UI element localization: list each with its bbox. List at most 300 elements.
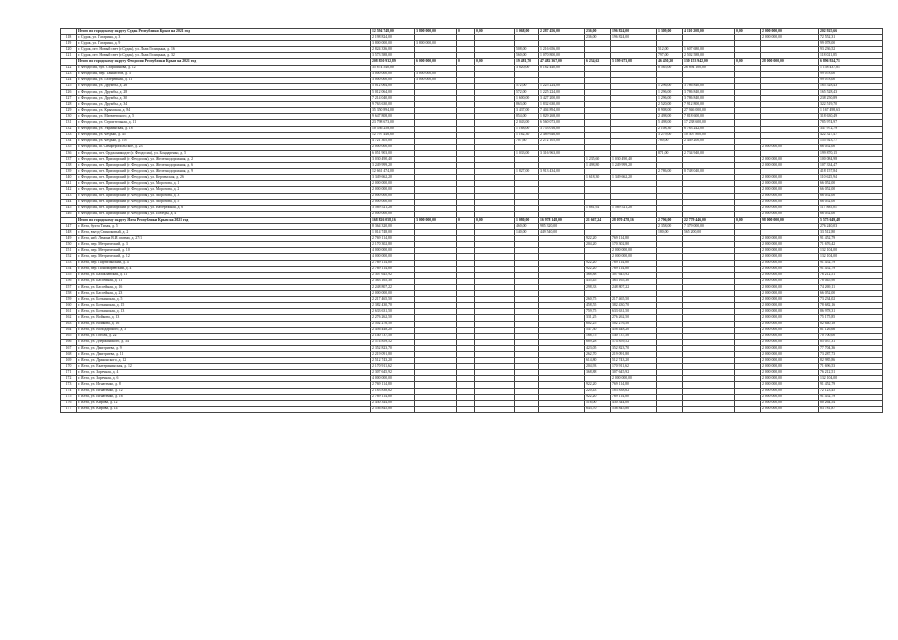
volume-2-cell: 560,00 bbox=[515, 53, 539, 59]
address-cell: г. Феодосия, пгт. Приморский (г. Феодосия), ул. Морозова, д. 1 bbox=[77, 181, 371, 187]
contribution-cell: 785 974,97 bbox=[819, 120, 883, 126]
cost-item-2-cell: 6 560 073,00 bbox=[539, 120, 585, 126]
volume-4-cell: 1 296,00 bbox=[657, 96, 683, 102]
volume-3-cell: 368,88 bbox=[585, 370, 611, 376]
volume-3-cell: 6 234,62 bbox=[585, 59, 611, 65]
volume-4-cell: 1 296,00 bbox=[657, 89, 683, 95]
total-cost-cell: 10 536 258,00 bbox=[371, 126, 415, 132]
cost-item-1-cell: 3 800 000,00 bbox=[415, 41, 457, 47]
cost-item-2-cell: 985 320,00 bbox=[539, 224, 585, 230]
address-cell: г. Феодосия, пгт. Приморский (г. Феодосия), ул. Набережная, д. 6 bbox=[77, 205, 371, 211]
cost-item-3-cell: 170 911,62 bbox=[611, 364, 657, 370]
cost-item-2-cell: 1 070 800,00 bbox=[539, 53, 585, 59]
volume-4-cell: 2 358,00 bbox=[657, 224, 683, 230]
row-number-cell: 147 bbox=[61, 224, 77, 230]
cost-item-4-cell: 8 748 040,00 bbox=[683, 169, 735, 175]
cost-item-3-cell: 430 344,00 bbox=[611, 400, 657, 406]
cost-item-3-cell: 456 448,20 bbox=[611, 327, 657, 333]
total-cost-cell: 2 198 824,00 bbox=[371, 35, 415, 41]
row-number-cell: 138 bbox=[61, 163, 77, 169]
row-number-cell: 120 bbox=[61, 47, 77, 53]
address-cell: г. Ялта, пер. Партизанский, д. 4 bbox=[77, 260, 371, 266]
volume-2-cell: 508,00 bbox=[515, 47, 539, 53]
contribution-cell: 76 212,51 bbox=[819, 370, 883, 376]
address-cell: г. Ялта, пер. Метрический, д. 12 bbox=[77, 254, 371, 260]
cost-item-3-cell: 502 276,50 bbox=[611, 321, 657, 327]
cost-item-3-cell: 769 114,80 bbox=[611, 266, 657, 272]
cost-item-2-cell: 2 272 105,00 bbox=[539, 138, 585, 144]
volume-3-cell: 922,20 bbox=[585, 266, 611, 272]
cost-item-6-cell: 2 000 000,00 bbox=[761, 382, 819, 388]
volume-4-cell: 780,00 bbox=[657, 138, 683, 144]
total-cost-cell: 168 826 058,16 bbox=[371, 217, 415, 223]
volume-3-cell: 331,25 bbox=[585, 315, 611, 321]
volume-2-cell: 572,00 bbox=[515, 83, 539, 89]
total-cost-cell: 2 382 430,70 bbox=[371, 303, 415, 309]
contribution-cell: 91 452,79 bbox=[819, 394, 883, 400]
cost-item-1-amount-cell: 0,00 bbox=[475, 217, 515, 223]
total-cost-cell: 2 140 737,50 bbox=[371, 333, 415, 339]
volume-4-cell: 5 498,00 bbox=[657, 120, 683, 126]
address-cell: г. Ялта, ул. Бассейная, д. 16 bbox=[77, 284, 371, 290]
cost-item-3-cell: 2 000 000,00 bbox=[611, 376, 657, 382]
contribution-cell: 110 625,94 bbox=[819, 175, 883, 181]
contribution-cell: 99 078,00 bbox=[819, 77, 883, 83]
total-cost-cell: 3 030 490,40 bbox=[371, 156, 415, 162]
contribution-cell: 33 512,80 bbox=[819, 230, 883, 236]
total-cost-cell: 2 000 000,00 bbox=[371, 199, 415, 205]
contribution-cell: 132 104,00 bbox=[819, 376, 883, 382]
total-cost-cell: 7 214 040,00 bbox=[371, 96, 415, 102]
row-number-cell: 142 bbox=[61, 187, 77, 193]
cost-item-6-cell: 2 000 000,00 bbox=[761, 351, 819, 357]
cost-item-6-cell: 2 000 000,00 bbox=[761, 339, 819, 345]
cost-item-4-cell: 17 238 600,00 bbox=[683, 120, 735, 126]
total-cost-cell: 2 824 336,00 bbox=[371, 47, 415, 53]
total-cost-cell: 2 352 823,70 bbox=[371, 345, 415, 351]
cost-item-4-cell: 7 379 000,00 bbox=[683, 224, 735, 230]
address-cell: г. Ялта, ул. Бассейная, д. 11 bbox=[77, 278, 371, 284]
cost-item-3-cell: 363 165,30 bbox=[611, 278, 657, 284]
row-number-cell: 126 bbox=[61, 89, 77, 95]
cost-item-2-cell: 2 287 456,00 bbox=[539, 29, 585, 35]
cost-item-5-cell: 0,00 bbox=[735, 59, 761, 65]
cost-item-6-cell: 2 000 000,00 bbox=[761, 205, 819, 211]
volume-4-cell: 2 796,00 bbox=[657, 217, 683, 223]
row-number-cell: 161 bbox=[61, 309, 77, 315]
contribution-cell: 82 985,86 bbox=[819, 358, 883, 364]
row-number-cell: 160 bbox=[61, 303, 77, 309]
cost-item-6-cell: 2 000 000,00 bbox=[761, 211, 819, 217]
cost-item-6-cell: 2 000 000,00 bbox=[761, 29, 819, 35]
address-cell: г. Феодосия, пгт. Приморский (г. Феодосия), ул. Победы, д. 4 bbox=[77, 211, 371, 217]
cost-item-3-cell: 28 070 478,16 bbox=[611, 217, 657, 223]
volume-3-cell: 614,80 bbox=[585, 358, 611, 364]
cost-item-4-cell: 3 786 840,00 bbox=[683, 96, 735, 102]
row-number-cell: 131 bbox=[61, 120, 77, 126]
row-number-cell: 123 bbox=[61, 71, 77, 77]
cost-item-6-cell: 2 000 000,00 bbox=[761, 303, 819, 309]
contribution-cell: 107 334,47 bbox=[819, 163, 883, 169]
cost-item-6-cell: 2 000 000,00 bbox=[761, 272, 819, 278]
cost-item-6-cell: 2 000 000,00 bbox=[761, 278, 819, 284]
contribution-cell: 72 552,31 bbox=[819, 35, 883, 41]
cost-item-6-cell: 28 000 000,00 bbox=[761, 59, 819, 65]
cost-item-3-cell: 276 262,50 bbox=[611, 315, 657, 321]
cost-item-2-cell: 1 225 224,00 bbox=[539, 83, 585, 89]
address-cell: г. Ялта, ул. Заречная, д. 6 bbox=[77, 376, 371, 382]
contribution-cell: 155 923,77 bbox=[819, 138, 883, 144]
cost-item-2-cell: 3 753 016,00 bbox=[539, 126, 585, 132]
total-cost-cell: 2 536 845,80 bbox=[371, 406, 415, 412]
cost-item-3-cell: 196 824,00 bbox=[611, 35, 657, 41]
address-cell: г. Ялта, ул. Кирова, д. 12 bbox=[77, 400, 371, 406]
row-number-cell: 156 bbox=[61, 278, 77, 284]
row-number-cell: 141 bbox=[61, 181, 77, 187]
row-number-cell: 151 bbox=[61, 248, 77, 254]
cost-item-3-cell: 769 114,80 bbox=[611, 236, 657, 242]
volume-3-cell: 1 618,30 bbox=[585, 175, 611, 181]
volume-2-cell: 572,00 bbox=[515, 89, 539, 95]
contribution-cell: 73 234,02 bbox=[819, 297, 883, 303]
cost-item-6-cell: 2 000 000,00 bbox=[761, 388, 819, 394]
volume-3-cell: 458,55 bbox=[585, 303, 611, 309]
total-cost-cell: 2 217 465,50 bbox=[371, 297, 415, 303]
volume-4-cell: 1 309,00 bbox=[657, 29, 683, 35]
cost-item-3-cell: 140 737,50 bbox=[611, 333, 657, 339]
volume-3-cell: 759,75 bbox=[585, 309, 611, 315]
address-cell: г. Ялта, ул. Кирова, д. 14 bbox=[77, 406, 371, 412]
address-cell: г. Ялта, ул. Войкова, д. 13 bbox=[77, 315, 371, 321]
total-cost-cell: 2 307 645,92 bbox=[371, 272, 415, 278]
volume-3-cell: 547,30 bbox=[585, 327, 611, 333]
total-cost-cell: 2 769 114,80 bbox=[371, 236, 415, 242]
address-cell: г. Ялта, ул. Володарского, д. 3 bbox=[77, 327, 371, 333]
address-cell: г. Феодосия, ул. Матвеевского, д. 5 bbox=[77, 114, 371, 120]
volume-3-cell: 423,05 bbox=[585, 345, 611, 351]
total-cost-cell: 2 769 114,80 bbox=[371, 260, 415, 266]
address-cell: г. Судак, пгт. Новый свет (г.Судак), ул. Льва Голицына, д. 16 bbox=[77, 47, 371, 53]
row-number-cell: 144 bbox=[61, 199, 77, 205]
cost-item-6-cell: 2 000 000,00 bbox=[761, 370, 819, 376]
cost-item-6-cell: 2 000 000,00 bbox=[761, 199, 819, 205]
address-cell: г. Феодосия, пгт. Приморский (г. Феодосия), ул. Железнодорожная, д. 9 bbox=[77, 169, 371, 175]
row-number-cell: 154 bbox=[61, 266, 77, 272]
cost-item-4-cell: 4 110 208,00 bbox=[683, 29, 735, 35]
address-cell: г. Феодосия, ул. Украинская, д. 18 bbox=[77, 126, 371, 132]
total-cost-cell: 2 769 114,80 bbox=[371, 394, 415, 400]
row-number-cell: 152 bbox=[61, 254, 77, 260]
total-cost-cell: 2 456 448,20 bbox=[371, 327, 415, 333]
total-cost-cell: 4 000 000,00 bbox=[371, 248, 415, 254]
total-cost-cell: 5 012 064,00 bbox=[371, 89, 415, 95]
row-number-cell: 168 bbox=[61, 351, 77, 357]
total-cost-cell: 4 000 000,00 bbox=[371, 254, 415, 260]
volume-3-cell: 368,88 bbox=[585, 272, 611, 278]
address-cell: г. Ялта, ул. Войкова, д. 16 bbox=[77, 321, 371, 327]
cost-item-6-cell: 2 000 000,00 bbox=[761, 376, 819, 382]
cost-item-3-cell: 382 430,70 bbox=[611, 303, 657, 309]
volume-3-cell: 298,33 bbox=[585, 284, 611, 290]
contribution-cell: 85 037,31 bbox=[819, 339, 883, 345]
volume-4-cell: 2 108,30 bbox=[657, 126, 683, 132]
cost-item-6-cell: 2 000 000,00 bbox=[761, 181, 819, 187]
contribution-cell: 66 052,00 bbox=[819, 211, 883, 217]
volume-2-cell: 3 437,00 bbox=[515, 108, 539, 114]
volume-4-cell: 46 450,20 bbox=[657, 59, 683, 65]
contribution-cell: 71 696,53 bbox=[819, 364, 883, 370]
total-cost-cell: 2 219 091,80 bbox=[371, 351, 415, 357]
total-cost-cell: 2 430 344,00 bbox=[371, 400, 415, 406]
cost-item-6-cell: 2 000 000,00 bbox=[761, 358, 819, 364]
contribution-cell: 418 157,84 bbox=[819, 169, 883, 175]
address-cell: г. Феодосия, пгт. Орджоникидзе (г. Феодосия), ул. Бондаренко, д. 5 bbox=[77, 150, 371, 156]
cost-item-5-cell: 0,00 bbox=[735, 29, 761, 35]
address-cell: г. Ялта, ул. Драконского, д. 12 bbox=[77, 358, 371, 364]
table-body bbox=[61, 29, 883, 413]
row-number-cell: 172 bbox=[61, 376, 77, 382]
total-cost-cell: 2 574 859,52 bbox=[371, 339, 415, 345]
cost-item-5-cell: 0,00 bbox=[735, 217, 761, 223]
total-cost-cell: 2 502 276,50 bbox=[371, 321, 415, 327]
address-cell: г. Ялта, ул. Боткинская, д. 13 bbox=[77, 309, 371, 315]
row-number-cell: 127 bbox=[61, 96, 77, 102]
row-number-cell: 149 bbox=[61, 236, 77, 242]
cost-item-6-cell: 2 000 000,00 bbox=[761, 406, 819, 412]
row-number-cell: 118 bbox=[61, 35, 77, 41]
cost-item-3-cell: 769 114,80 bbox=[611, 394, 657, 400]
total-cost-cell: 2 000 000,00 bbox=[371, 181, 415, 187]
address-cell: г. Феодосия, ул. Крымская, д. 84 bbox=[77, 108, 371, 114]
contribution-cell: 72 123,45 bbox=[819, 388, 883, 394]
address-cell: г. Ялта, ул. Заречная, д. 4 bbox=[77, 370, 371, 376]
cost-item-6-cell: 2 000 000,00 bbox=[761, 291, 819, 297]
cost-item-2-cell: 16 978 148,00 bbox=[539, 217, 585, 223]
contribution-cell: 71 676,42 bbox=[819, 242, 883, 248]
cost-item-6-cell: 2 000 000,00 bbox=[761, 254, 819, 260]
contribution-cell: 66 052,00 bbox=[819, 187, 883, 193]
contribution-cell: 66 052,00 bbox=[819, 291, 883, 297]
cost-item-1-units-cell: 0 bbox=[457, 217, 475, 223]
volume-3-cell: 689,28 bbox=[585, 339, 611, 345]
row-number-cell: 134 bbox=[61, 138, 77, 144]
row-number-cell: 130 bbox=[61, 114, 77, 120]
volume-4-cell: 2 786,00 bbox=[657, 169, 683, 175]
total-cost-cell: 35 350 894,00 bbox=[371, 108, 415, 114]
volume-3-cell: 602,25 bbox=[585, 321, 611, 327]
cost-item-3-cell: 769 114,80 bbox=[611, 260, 657, 266]
cost-item-3-cell: 536 845,80 bbox=[611, 406, 657, 412]
total-cost-cell: 2 307 645,92 bbox=[371, 370, 415, 376]
address-cell: г. Феодосия, пгт. Приморский (г. Феодосия), ул. Морозова, д. 5 bbox=[77, 199, 371, 205]
cost-item-1-amount-cell bbox=[475, 406, 515, 412]
volume-4-cell: 180,00 bbox=[657, 230, 683, 236]
row-number-cell: 153 bbox=[61, 260, 77, 266]
address-cell: г. Судак, пгт. Новый свет (г.Судак), ул. Льва Голицына, д. 32 bbox=[77, 53, 371, 59]
cost-item-6-cell: 2 000 000,00 bbox=[761, 309, 819, 315]
volume-2-cell: 3 820,00 bbox=[515, 65, 539, 71]
volume-4-cell: 512,00 bbox=[657, 47, 683, 53]
contribution-cell: 81 126,66 bbox=[819, 327, 883, 333]
contribution-cell: 99 078,00 bbox=[819, 41, 883, 47]
cost-item-3-cell: 1 030 490,40 bbox=[611, 156, 657, 162]
cost-item-6-cell: 2 000 000,00 bbox=[761, 394, 819, 400]
volume-4-cell bbox=[657, 406, 683, 412]
cost-item-6-cell: 2 000 000,00 bbox=[761, 242, 819, 248]
contribution-cell: 118 021,85 bbox=[819, 53, 883, 59]
contribution-cell: 202 925,66 bbox=[819, 29, 883, 35]
volume-3-cell: 168,75 bbox=[585, 333, 611, 339]
cost-item-2-cell: 1 225 224,00 bbox=[539, 89, 585, 95]
cost-item-4-cell: 26 894 100,00 bbox=[683, 65, 735, 71]
total-cost-cell: 4 721 305,00 bbox=[371, 138, 415, 144]
total-cost-cell: 6 051 903,00 bbox=[371, 150, 415, 156]
total-cost-cell: 2 000 000,00 bbox=[371, 187, 415, 193]
address-cell: г. Судак, ул. Гагарина, д. 9 bbox=[77, 41, 371, 47]
total-cost-cell: 3 249 999,20 bbox=[371, 163, 415, 169]
address-cell: г. Ялта, ул. Екатерининская, д. 12 bbox=[77, 364, 371, 370]
row-number-cell: 124 bbox=[61, 77, 77, 83]
address-cell: г. Феодосия, ул. Строительная, д. 11 bbox=[77, 120, 371, 126]
total-cost-cell: 2 248 807,22 bbox=[371, 284, 415, 290]
row-number-cell: 135 bbox=[61, 144, 77, 150]
address-cell: г. Ялта, ул. Бассейная, д. 23 bbox=[77, 291, 371, 297]
address-cell: г. Ялта, въезд Свиноковый, д. 2 bbox=[77, 230, 371, 236]
cost-item-3-cell: 1 349 662,20 bbox=[611, 175, 657, 181]
address-cell: г. Ялта, ул. Боткинская, д. 15 bbox=[77, 303, 371, 309]
cost-item-3-cell: 352 823,70 bbox=[611, 345, 657, 351]
cost-item-3-cell: 1 569 521,28 bbox=[611, 205, 657, 211]
address-cell: г. Феодосия, бул. Старшинова, д. 12 bbox=[77, 65, 371, 71]
contribution-cell: 117 885,01 bbox=[819, 205, 883, 211]
contribution-cell: 99 078,00 bbox=[819, 71, 883, 77]
volume-3-cell: 922,20 bbox=[585, 382, 611, 388]
cost-item-4-cell: 22 779 446,00 bbox=[683, 217, 735, 223]
volume-2-cell: 1 033,00 bbox=[515, 150, 539, 156]
cost-item-3-cell: 633 631,50 bbox=[611, 309, 657, 315]
cost-item-3-cell: 512 743,20 bbox=[611, 358, 657, 364]
row-number-cell: 163 bbox=[61, 321, 77, 327]
contribution-cell: 132 104,00 bbox=[819, 248, 883, 254]
total-cost-cell: 2 769 114,80 bbox=[371, 266, 415, 272]
address-cell: Итого по городскому округу Феодосия Республики Крым на 2021 год bbox=[77, 59, 371, 65]
total-cost-cell: 3 000 000,00 bbox=[371, 77, 415, 83]
cost-item-6-cell: 98 000 000,00 bbox=[761, 217, 819, 223]
row-number-cell: 177 bbox=[61, 406, 77, 412]
cost-item-4-cell: 3 786 840,00 bbox=[683, 89, 735, 95]
row-number-cell: 158 bbox=[61, 291, 77, 297]
total-cost-cell: 2 170 911,62 bbox=[371, 364, 415, 370]
contribution-cell: 66 052,00 bbox=[819, 181, 883, 187]
row-number-cell: 121 bbox=[61, 53, 77, 59]
cost-item-6-cell: 2 000 000,00 bbox=[761, 266, 819, 272]
address-cell: г. Феодосия, ул. Дружбы, д. 34 bbox=[77, 102, 371, 108]
cost-item-1-amount-cell: 0,00 bbox=[475, 29, 515, 35]
volume-3-cell: 922,20 bbox=[585, 236, 611, 242]
cost-item-3-cell: 219 091,80 bbox=[611, 351, 657, 357]
total-cost-cell: 1 014 748,00 bbox=[371, 230, 415, 236]
row-number-cell: 137 bbox=[61, 156, 77, 162]
address-cell: г. Ялта, ул. Боткинская, д. 5 bbox=[77, 297, 371, 303]
volume-3-cell: 435,45 bbox=[585, 278, 611, 284]
total-cost-cell: 4 000 000,00 bbox=[371, 376, 415, 382]
total-cost-cell: 2 276 262,50 bbox=[371, 315, 415, 321]
cost-item-6-cell: 2 000 000,00 bbox=[761, 193, 819, 199]
cost-item-6-cell: 2 000 000,00 bbox=[761, 321, 819, 327]
cost-item-2-cell: 1 216 656,00 bbox=[539, 47, 585, 53]
row-number-cell: 157 bbox=[61, 284, 77, 290]
address-cell: Итого по городскому округу Ялта Республики Крым на 2021 год bbox=[77, 217, 371, 223]
total-cost-cell: 12 594 748,00 bbox=[371, 29, 415, 35]
cost-item-4-cell bbox=[683, 406, 735, 412]
cost-item-6-cell: 2 000 000,00 bbox=[761, 156, 819, 162]
address-cell: г. Феодосия, пгт. Приморский (г. Феодосия), ул. Железнодорожная, д. 2 bbox=[77, 156, 371, 162]
contribution-cell: 82 640,18 bbox=[819, 321, 883, 327]
contribution-cell: 91 452,79 bbox=[819, 260, 883, 266]
cost-item-4-cell: 27 946 000,00 bbox=[683, 108, 735, 114]
contribution-cell: 91 452,79 bbox=[819, 236, 883, 242]
volume-4-cell: 3 279,00 bbox=[657, 132, 683, 138]
total-cost-cell: 12 661 474,00 bbox=[371, 169, 415, 175]
address-cell: г. Феодосия, ул. Дружбы, д. 30 bbox=[77, 96, 371, 102]
volume-2-cell: 707,60 bbox=[515, 138, 539, 144]
row-number-cell: 164 bbox=[61, 327, 77, 333]
cost-item-2-cell: 3 913 434,00 bbox=[539, 169, 585, 175]
total-cost-cell: 9 763 630,00 bbox=[371, 102, 415, 108]
cost-item-2-cell: 47 482 367,00 bbox=[539, 59, 585, 65]
row-number-cell: 159 bbox=[61, 297, 77, 303]
cost-item-1-cell: 3 000 000,00 bbox=[415, 77, 457, 83]
total-cost-cell: 2 000 000,00 bbox=[371, 193, 415, 199]
volume-3-cell: 262,70 bbox=[585, 351, 611, 357]
total-cost-cell: 35 874 540,00 bbox=[371, 65, 415, 71]
volume-2-cell: 1 168,00 bbox=[515, 126, 539, 132]
row-number-cell: 129 bbox=[61, 108, 77, 114]
volume-4-cell: 1 296,00 bbox=[657, 83, 683, 89]
total-cost-cell: 3 800 000,00 bbox=[371, 41, 415, 47]
row-number-cell: 119 bbox=[61, 41, 77, 47]
row-number-cell: 167 bbox=[61, 345, 77, 351]
table-row bbox=[61, 406, 883, 412]
cost-item-4-cell: 3 786 840,00 bbox=[683, 83, 735, 89]
cost-item-1-cell: 3 000 000,00 bbox=[415, 71, 457, 77]
address-cell: г. Феодосия, ул. Федько, д. 107 bbox=[77, 138, 371, 144]
cost-item-4-cell: 1 607 680,00 bbox=[683, 47, 735, 53]
row-number-cell: 132 bbox=[61, 126, 77, 132]
row-number-cell: 143 bbox=[61, 193, 77, 199]
row-number-cell: 125 bbox=[61, 83, 77, 89]
total-cost-cell: 2 363 165,30 bbox=[371, 278, 415, 284]
volume-2-cell bbox=[515, 406, 539, 412]
volume-3-cell: 236,00 bbox=[585, 29, 611, 35]
volume-4-cell: 2 520,00 bbox=[657, 102, 683, 108]
cost-item-1-cell: 3 000 000,00 bbox=[415, 217, 457, 223]
contribution-cell: 76 212,51 bbox=[819, 272, 883, 278]
contribution-cell: 86 978,31 bbox=[819, 309, 883, 315]
cost-item-1-cell: 3 800 000,00 bbox=[415, 29, 457, 35]
contribution-cell: 422 327,47 bbox=[819, 132, 883, 138]
volume-3-cell: 1 235,60 bbox=[585, 156, 611, 162]
cost-item-6-cell: 2 000 000,00 bbox=[761, 144, 819, 150]
total-cost-cell: 208 850 932,89 bbox=[371, 59, 415, 65]
address-cell: г. Ялта, пер. Метрический, д. 10 bbox=[77, 248, 371, 254]
volume-2-cell: 1 600,00 bbox=[515, 96, 539, 102]
cost-item-6-cell: 2 000 000,00 bbox=[761, 333, 819, 339]
cost-item-3-cell: 2 000 000,00 bbox=[611, 254, 657, 260]
row-number-cell: 173 bbox=[61, 382, 77, 388]
volume-3-cell: 922,20 bbox=[585, 260, 611, 266]
row-number-cell: 139 bbox=[61, 169, 77, 175]
